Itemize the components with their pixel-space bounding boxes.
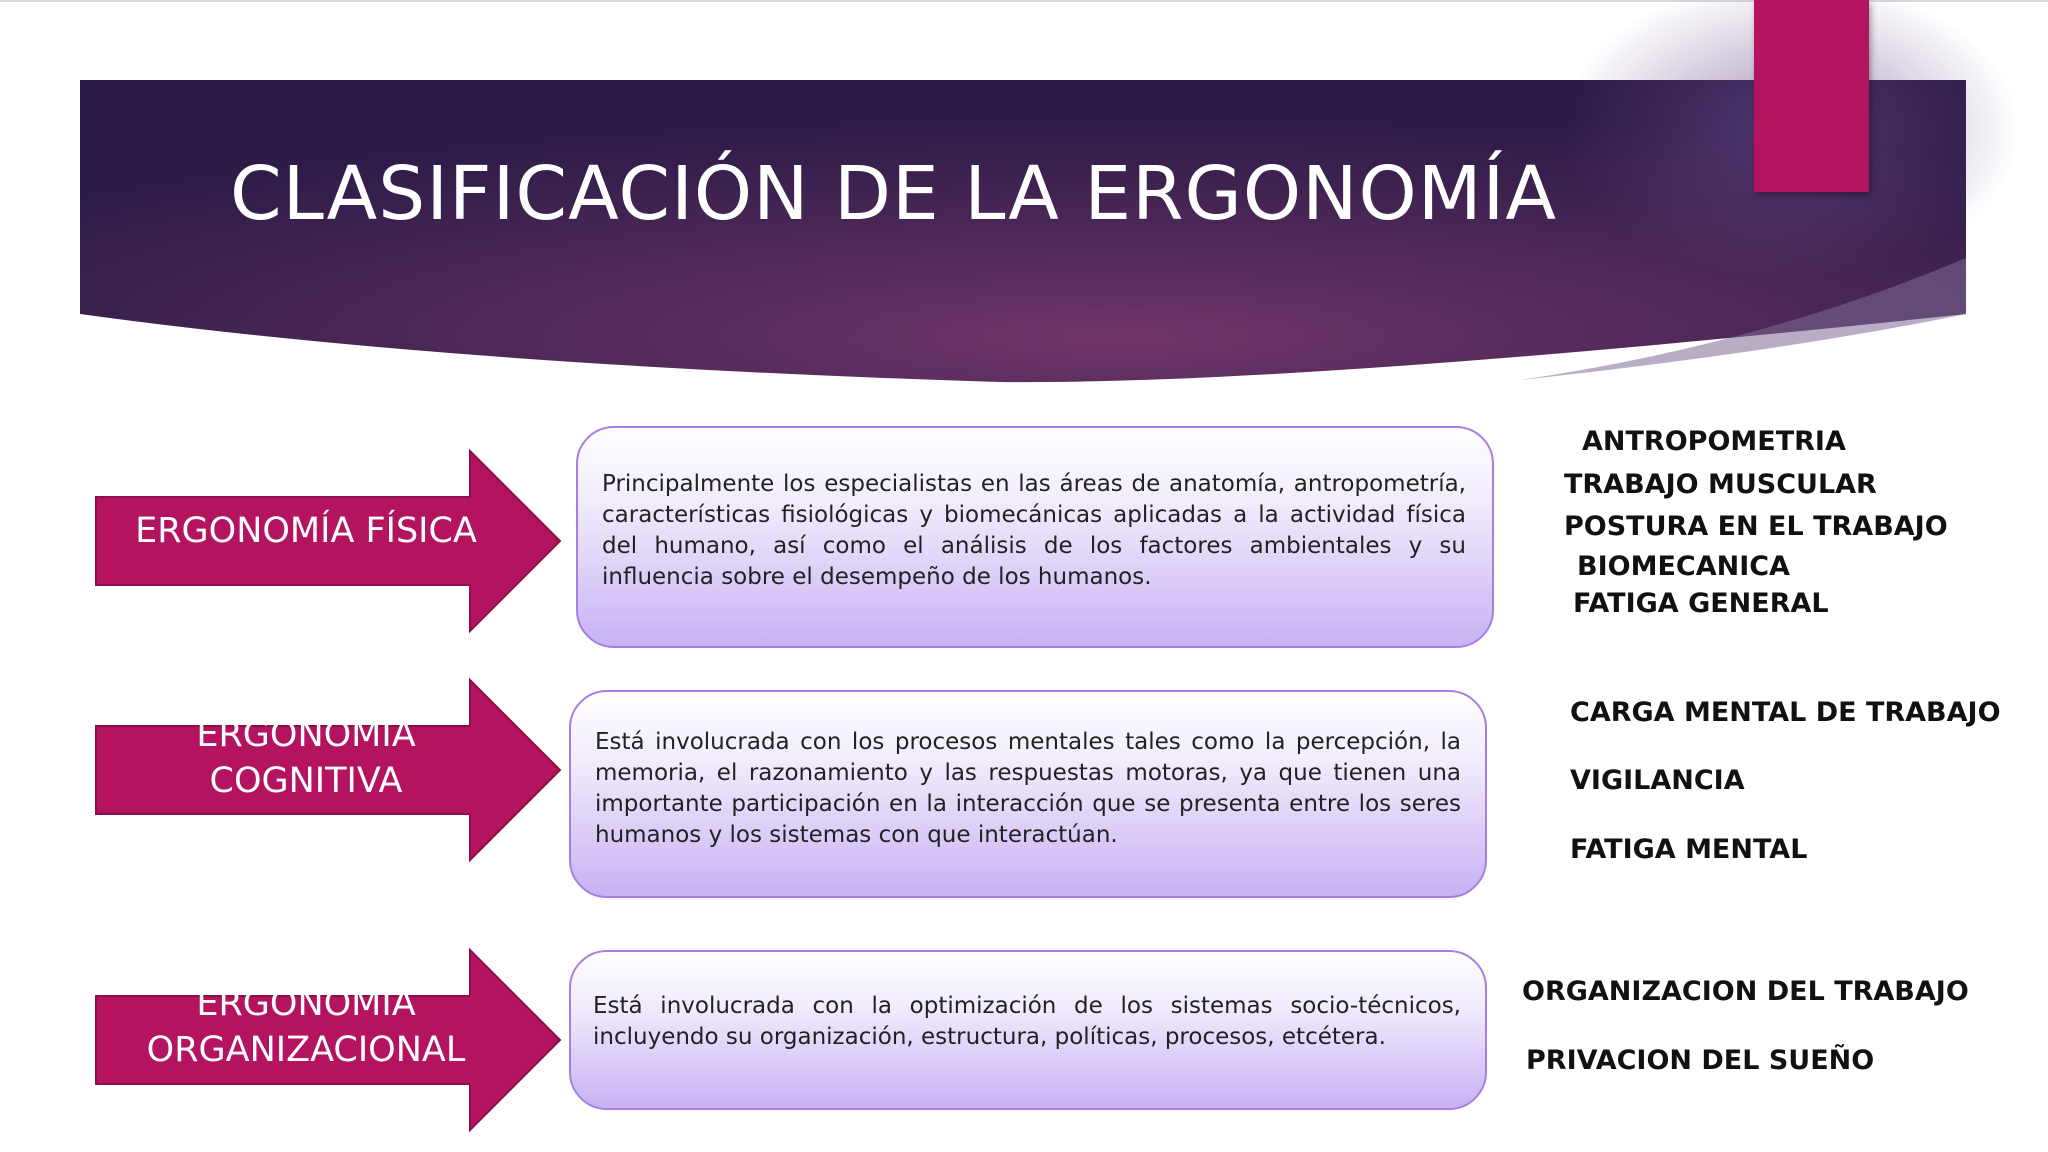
- accent-tab: [1754, 0, 1869, 192]
- section-label-organizacional-line1: ERGONOMÍA: [196, 984, 416, 1024]
- keyword-fatiga-mental: FATIGA MENTAL: [1570, 834, 1808, 865]
- section-label-cognitiva-line1: ERGONOMÍA: [196, 715, 416, 755]
- section-label-organizacional: [96, 981, 516, 1073]
- keyword-carga-mental-de-trabajo: CARGA MENTAL DE TRABAJO: [1570, 697, 2001, 728]
- section-label-fisica: [96, 508, 516, 554]
- section-label-organizacional-line2: ORGANIZACIONAL: [146, 1030, 466, 1070]
- description-text-cognitiva: Está involucrada con los procesos mentales tales como la percepción, la memoria, el razonamiento y las respuestas motoras, ya que tienen una importante participación en la interacción que se presenta entre los seres humanos y los sistemas con que interactúan.: [595, 729, 1461, 848]
- keyword-biomecanica: BIOMECANICA: [1577, 551, 1790, 582]
- keyword-vigilancia: VIGILANCIA: [1570, 765, 1745, 796]
- section-label-cognitiva-line2: COGNITIVA: [209, 761, 403, 801]
- keyword-trabajo-muscular: TRABAJO MUSCULAR: [1564, 469, 1877, 500]
- keyword-organizacion-del-trabajo: ORGANIZACION DEL TRABAJO: [1522, 976, 1969, 1007]
- keyword-postura-en-el-trabajo: POSTURA EN EL TRABAJO: [1564, 511, 1948, 542]
- section-label-cognitiva: [96, 712, 516, 804]
- slide-title: CLASIFICACIÓN DE LA ERGONOMÍA: [230, 151, 1557, 237]
- keyword-privacion-del-sueno: PRIVACION DEL SUEÑO: [1526, 1045, 1875, 1076]
- keyword-fatiga-general: FATIGA GENERAL: [1573, 588, 1829, 619]
- description-text-organizacional: Está involucrada con la optimización de los sistemas socio-técnicos, incluyendo su organización, estructura, políticas, procesos, etcétera.: [593, 993, 1461, 1050]
- section-label-fisica-text: ERGONOMÍA FÍSICA: [135, 511, 477, 551]
- description-text-fisica: Principalmente los especialistas en las áreas de anatomía, antropometría, características fisiológicas y biomecánicas aplicadas a la actividad física del humano, así como el análisis de los factores ambientales y su influencia sobre el desempeño de los humanos.: [602, 471, 1466, 590]
- keyword-antropometria: ANTROPOMETRIA: [1582, 426, 1846, 457]
